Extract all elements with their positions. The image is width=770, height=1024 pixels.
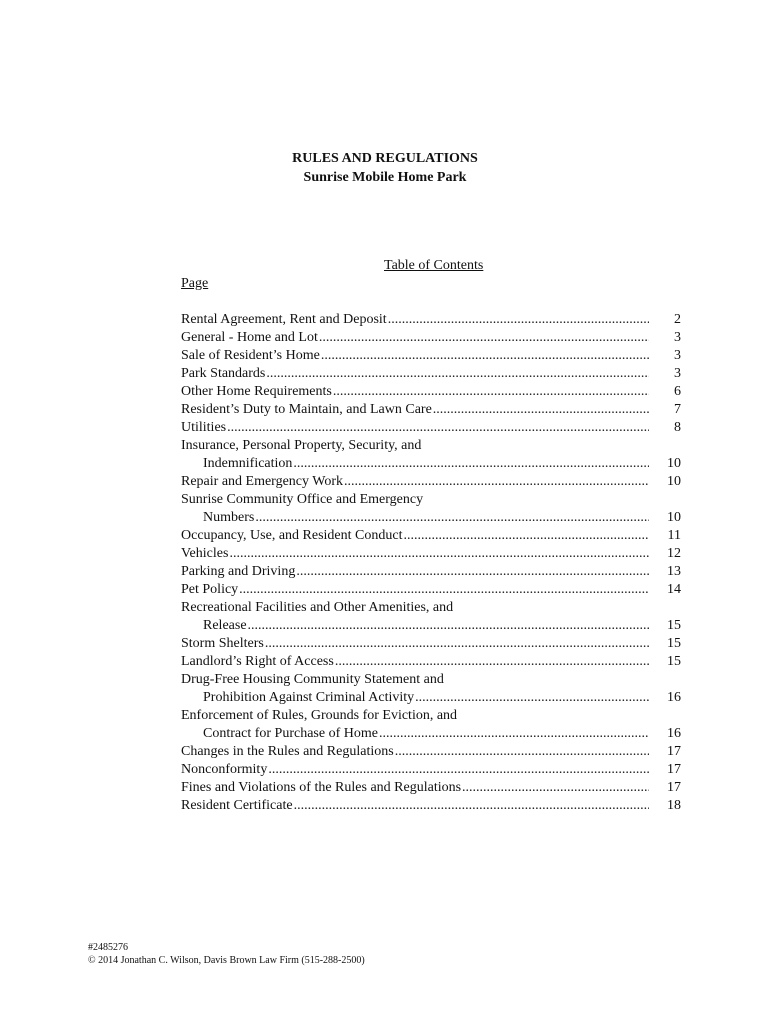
toc-entry-title: Fines and Violations of the Rules and Regulations: [181, 780, 462, 795]
toc-entry: [181, 329, 681, 347]
toc-entry-page-number: 17: [667, 744, 681, 759]
toc-entry: [181, 779, 681, 797]
toc-entry: [181, 563, 681, 581]
toc-entry-row: [181, 797, 649, 815]
toc-entry-page-number: 13: [667, 564, 681, 579]
dot-leader: [379, 725, 649, 743]
toc-entry-title: Vehicles: [181, 546, 229, 561]
toc-entry-title: Sale of Resident’s Home: [181, 348, 320, 363]
toc-entry-page-number: 12: [667, 546, 681, 561]
toc-entry-title: Resident Certificate: [181, 798, 293, 813]
toc-entry-row: [181, 329, 649, 347]
document-subtitle: Sunrise Mobile Home Park: [303, 170, 467, 185]
toc-entry-title: Indemnification: [203, 456, 293, 471]
dot-leader: [395, 743, 649, 761]
toc-entry: [181, 635, 681, 653]
toc-entry-row: [181, 653, 649, 671]
table-of-contents: [181, 311, 681, 815]
toc-entry-page-number: 3: [674, 366, 681, 381]
toc-entry-page-number: 10: [667, 474, 681, 489]
dot-leader: [255, 509, 649, 527]
document-title: RULES AND REGULATIONS: [292, 151, 478, 166]
toc-entry-title-line: Sunrise Community Office and Emergency: [181, 492, 424, 507]
toc-entry-title-line: Drug-Free Housing Community Statement and: [181, 672, 444, 687]
toc-entry: [181, 797, 681, 815]
toc-entry-row: [181, 581, 649, 599]
toc-entry: [181, 581, 681, 599]
toc-entry-page-number: 15: [667, 636, 681, 651]
toc-entry-title-line: Insurance, Personal Property, Security, and: [181, 438, 422, 453]
dot-leader: [229, 545, 649, 563]
toc-entry-page-number: 17: [667, 780, 681, 795]
toc-entry-row: [181, 311, 649, 329]
toc-entry: [181, 707, 681, 743]
dot-leader: [319, 329, 649, 347]
toc-entry-page-number: 15: [667, 654, 681, 669]
toc-entry-page-number: 16: [667, 726, 681, 741]
toc-entry: [181, 545, 681, 563]
toc-entry-title: Rental Agreement, Rent and Deposit: [181, 312, 387, 327]
dot-leader: [248, 617, 649, 635]
toc-entry-row: [181, 347, 649, 365]
toc-entry-title: Occupancy, Use, and Resident Conduct: [181, 528, 403, 543]
toc-entry-page-number: 18: [667, 798, 681, 813]
toc-entry: [181, 761, 681, 779]
toc-entry: [181, 437, 681, 473]
toc-entry-row: [181, 743, 649, 761]
toc-entry-title: Storm Shelters: [181, 636, 264, 651]
toc-entry-page-number: 3: [674, 330, 681, 345]
toc-entry-title: Parking and Driving: [181, 564, 296, 579]
toc-entry: [181, 491, 681, 527]
toc-entry-page-number: 2: [674, 312, 681, 327]
dot-leader: [415, 689, 649, 707]
toc-entry-row: [181, 383, 649, 401]
toc-entry-row: [181, 545, 649, 563]
dot-leader: [296, 563, 649, 581]
toc-entry-page-number: 6: [674, 384, 681, 399]
toc-entry-row: [181, 527, 649, 545]
dot-leader: [268, 761, 649, 779]
dot-leader: [403, 527, 649, 545]
toc-entry-page-number: 17: [667, 762, 681, 777]
dot-leader: [344, 473, 649, 491]
toc-entry-page-number: 3: [674, 348, 681, 363]
toc-entry-page-number: 16: [667, 690, 681, 705]
page-column-label: Page: [181, 276, 209, 291]
toc-entry: [181, 383, 681, 401]
toc-entry-page-number: 11: [667, 528, 681, 543]
toc-entry-row: [181, 473, 649, 491]
dot-leader: [462, 779, 649, 797]
toc-entry: [181, 743, 681, 761]
footer-copyright: © 2014 Jonathan C. Wilson, Davis Brown Law Firm (515-288-2500): [88, 955, 365, 966]
toc-entry-row: [181, 419, 649, 437]
toc-entry-title: Prohibition Against Criminal Activity: [203, 690, 415, 705]
toc-entry-row: [181, 563, 649, 581]
toc-entry-row: [181, 725, 649, 743]
toc-entry: [181, 653, 681, 671]
toc-entry-title-line: Recreational Facilities and Other Amenities, and: [181, 600, 454, 615]
dot-leader: [388, 311, 649, 329]
toc-entry-title: Changes in the Rules and Regulations: [181, 744, 394, 759]
dot-leader: [433, 401, 649, 419]
toc-entry-page-number: 10: [667, 510, 681, 525]
toc-entry-page-number: 14: [667, 582, 681, 597]
toc-entry-row: [181, 365, 649, 383]
dot-leader: [266, 365, 649, 383]
toc-entry-row: [181, 761, 649, 779]
toc-entry-title: Utilities: [181, 420, 227, 435]
dot-leader: [333, 383, 649, 401]
toc-entry-title: Park Standards: [181, 366, 266, 381]
toc-entry-title: Other Home Requirements: [181, 384, 332, 399]
toc-entry-page-number: 10: [667, 456, 681, 471]
toc-entry-row: [181, 635, 649, 653]
toc-entry: [181, 419, 681, 437]
toc-entry-title: Contract for Purchase of Home: [203, 726, 378, 741]
toc-entry-title: Repair and Emergency Work: [181, 474, 344, 489]
toc-entry-row: [181, 455, 649, 473]
toc-entry-row: [181, 689, 649, 707]
toc-entry-title: Numbers: [203, 510, 255, 525]
toc-entry-title: Nonconformity: [181, 762, 268, 777]
toc-entry-title: General - Home and Lot: [181, 330, 318, 345]
toc-entry-title: Resident’s Duty to Maintain, and Lawn Care: [181, 402, 432, 417]
dot-leader: [265, 635, 649, 653]
dot-leader: [294, 797, 649, 815]
toc-entry-page-number: 7: [674, 402, 681, 417]
toc-entry-row: [181, 509, 649, 527]
toc-entry: [181, 365, 681, 383]
toc-entry-page-number: 8: [674, 420, 681, 435]
dot-leader: [335, 653, 649, 671]
dot-leader: [227, 419, 649, 437]
toc-entry-page-number: 15: [667, 618, 681, 633]
toc-entry: [181, 311, 681, 329]
toc-entry: [181, 527, 681, 545]
toc-entry-title: Pet Policy: [181, 582, 239, 597]
dot-leader: [321, 347, 649, 365]
toc-entry-title: Landlord’s Right of Access: [181, 654, 334, 669]
toc-entry-row: [181, 401, 649, 419]
toc-entry: [181, 401, 681, 419]
toc-entry-title-line: Enforcement of Rules, Grounds for Eviction, and: [181, 708, 458, 723]
dot-leader: [293, 455, 649, 473]
toc-entry: [181, 473, 681, 491]
toc-entry-row: [181, 617, 649, 635]
toc-entry: [181, 671, 681, 707]
toc-heading: Table of Contents: [384, 258, 484, 273]
dot-leader: [239, 581, 649, 599]
toc-entry: [181, 599, 681, 635]
toc-entry-title: Release: [203, 618, 247, 633]
toc-entry-row: [181, 779, 649, 797]
footer-document-id: #2485276: [88, 942, 128, 953]
toc-entry: [181, 347, 681, 365]
